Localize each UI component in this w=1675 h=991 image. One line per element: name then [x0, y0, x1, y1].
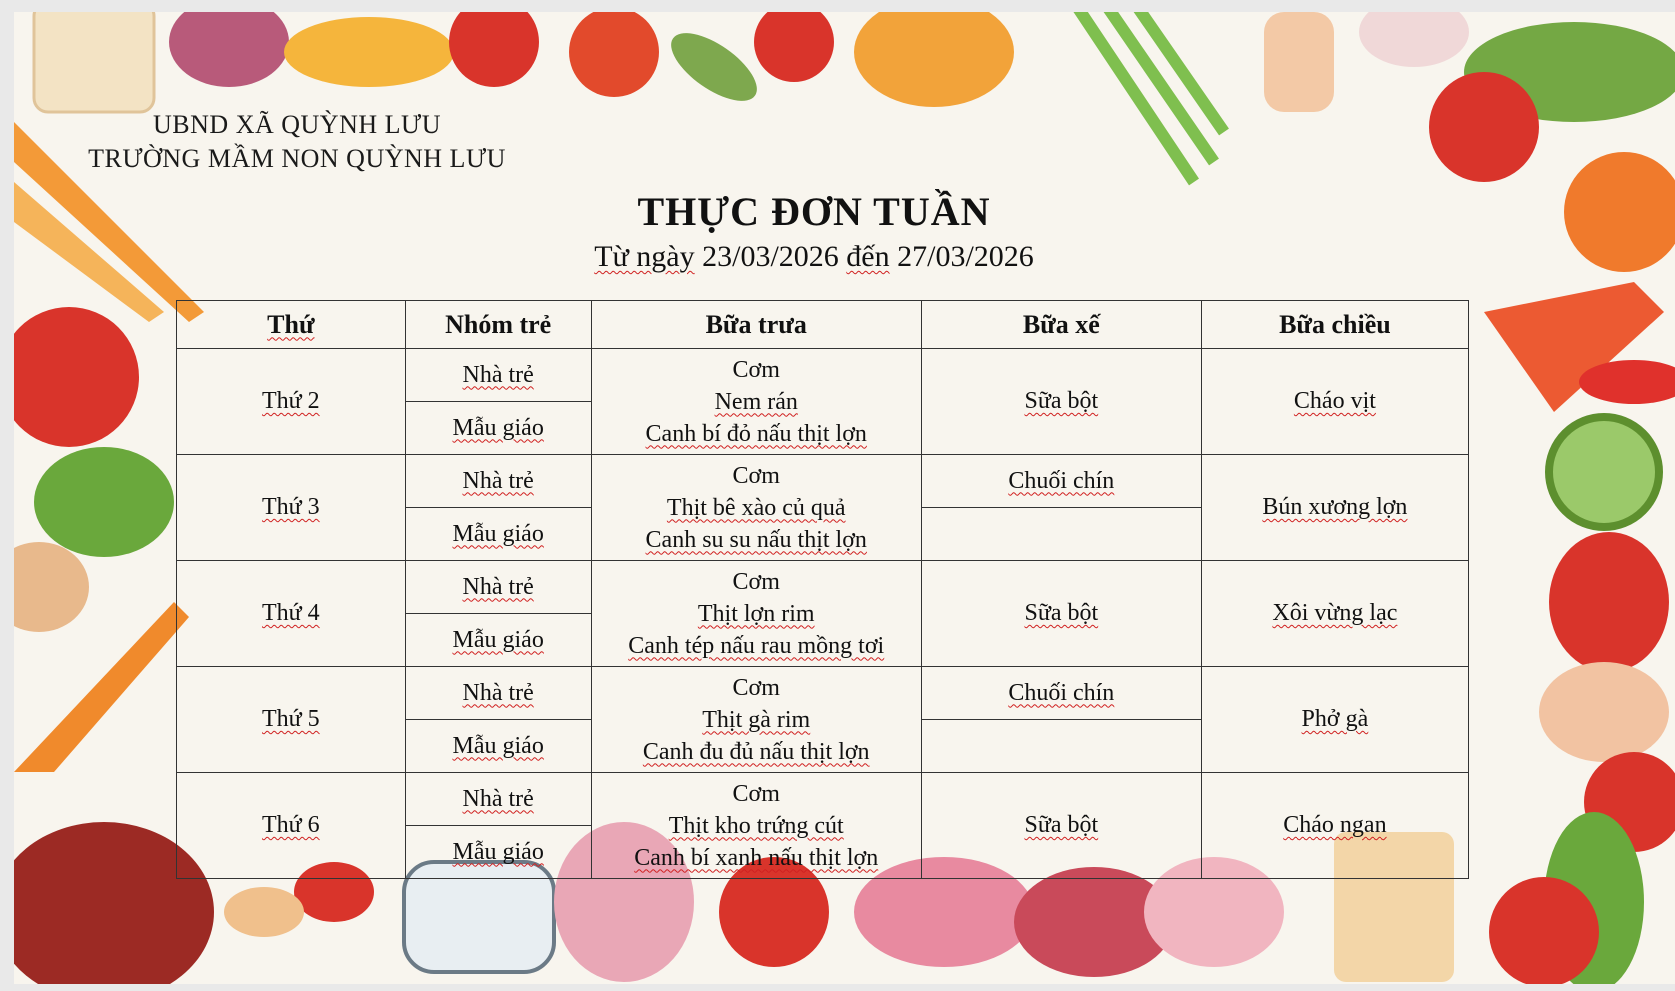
afternoon-cell: Cháo vịt: [1201, 349, 1468, 455]
tomato-icon: [1429, 72, 1539, 182]
group-cell: Mẫu giáo: [405, 402, 591, 455]
tomato-icon: [14, 307, 139, 447]
date-range: [514, 240, 1114, 274]
tomato-icon: [569, 12, 659, 97]
snack-cell: Sữa bột: [921, 561, 1201, 667]
commune-name: UBND XÃ QUỲNH LƯU: [153, 110, 441, 139]
group-cell: Mẫu giáo: [405, 614, 591, 667]
afternoon-cell: Cháo ngan: [1201, 773, 1468, 879]
afternoon-cell: Phở gà: [1201, 667, 1468, 773]
group-cell: Nhà trẻ: [405, 349, 591, 402]
date-to: 27/03/2026: [897, 240, 1034, 273]
school-name: TRƯỜNG MẦM NON QUỲNH LƯU: [88, 144, 506, 173]
menu-slide: [14, 12, 1675, 984]
corn-icon: [284, 17, 454, 87]
table-row: [177, 667, 1469, 720]
sausage-icon: [1264, 12, 1334, 112]
column-header-snack: Bữa xế: [921, 301, 1201, 349]
column-header-afternoon: Bữa chiều: [1201, 301, 1468, 349]
tomato-icon: [449, 12, 539, 87]
chicken-leg-icon: [854, 12, 1014, 107]
column-header-lunch: Bữa trưa: [591, 301, 921, 349]
date-range-joiner: đến: [846, 240, 890, 273]
table-row: [177, 349, 1469, 402]
date-range-prefix: Từ ngày: [594, 240, 695, 273]
snack-cell-empty: [921, 508, 1201, 561]
column-header-day: Thứ: [177, 301, 406, 349]
table-row: [177, 773, 1469, 826]
group-cell: Nhà trẻ: [405, 455, 591, 508]
group-cell: Nhà trẻ: [405, 667, 591, 720]
snack-cell: Chuối chín: [921, 667, 1201, 720]
lunch-cell: Cơm Thịt lợn rim Canh tép nấu rau mồng tơi: [591, 561, 921, 667]
school-header: [62, 108, 532, 176]
bell-pepper-icon: [1549, 532, 1669, 672]
day-cell: Thứ 2: [177, 349, 406, 455]
mushroom-icon: [224, 887, 304, 937]
group-cell: Mẫu giáo: [405, 720, 591, 773]
group-cell: Nhà trẻ: [405, 561, 591, 614]
lunch-cell: Cơm Thịt bê xào củ quả Canh su su nấu thịt lợn: [591, 455, 921, 561]
tomato-icon: [754, 12, 834, 82]
onion-icon: [169, 12, 289, 87]
day-cell: Thứ 6: [177, 773, 406, 879]
lettuce-icon: [34, 447, 174, 557]
day-cell: Thứ 4: [177, 561, 406, 667]
lunch-cell: Cơm Thịt kho trứng cút Canh bí xanh nấu thịt lợn: [591, 773, 921, 879]
tomato-icon: [1489, 877, 1599, 984]
lunch-cell: Cơm Nem rán Canh bí đỏ nấu thịt lợn: [591, 349, 921, 455]
snack-cell-empty: [921, 720, 1201, 773]
snack-cell: Sữa bột: [921, 773, 1201, 879]
group-cell: Mẫu giáo: [405, 826, 591, 879]
potato-icon: [14, 542, 89, 632]
group-cell: Mẫu giáo: [405, 508, 591, 561]
cucumber-slice-icon: [1549, 417, 1659, 527]
afternoon-cell: Bún xương lợn: [1201, 455, 1468, 561]
column-header-group: Nhóm trẻ: [405, 301, 591, 349]
table-header-row: [177, 301, 1469, 349]
page-title: THỰC ĐƠN TUẦN: [637, 189, 991, 234]
leaf-icon: [660, 20, 767, 113]
date-from: 23/03/2026: [702, 240, 839, 273]
day-cell: Thứ 3: [177, 455, 406, 561]
garlic-icon: [1359, 12, 1469, 67]
tofu-block-icon: [34, 12, 154, 112]
afternoon-cell: Xôi vừng lạc: [1201, 561, 1468, 667]
weekly-menu-table: [176, 300, 1469, 879]
green-onion-icon: [1074, 12, 1224, 182]
snack-cell: Sữa bột: [921, 349, 1201, 455]
table-row: [177, 561, 1469, 614]
snack-cell: Chuối chín: [921, 455, 1201, 508]
lunch-cell: Cơm Thịt gà rim Canh đu đủ nấu thịt lợn: [591, 667, 921, 773]
orange-tomato-icon: [1564, 152, 1675, 272]
day-cell: Thứ 5: [177, 667, 406, 773]
garlic-icon: [1539, 662, 1669, 762]
group-cell: Nhà trẻ: [405, 773, 591, 826]
table-row: [177, 455, 1469, 508]
